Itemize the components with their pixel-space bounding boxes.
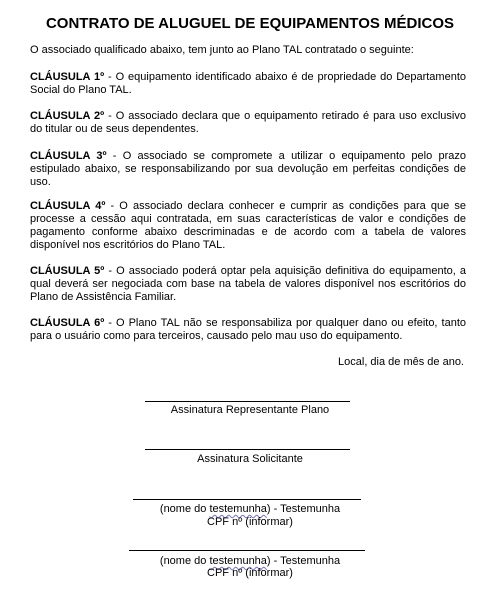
document-title: CONTRATO DE ALUGUEL DE EQUIPAMENTOS MÉDICOS [45, 15, 455, 32]
clause-1 [30, 71, 466, 97]
clause-3-text: - O associado se compromete a utilizar o equipamento pelo prazo estipulado abaixo, se responsabilizando por sua devolução em perfeitas condições de uso. [30, 150, 466, 188]
clause-3-label: CLÁUSULA 3º [30, 150, 107, 162]
witness-2-cpf-label: CPF nº (informar) [207, 567, 293, 579]
representative-signature-label: Assinatura Representante Plano [170, 404, 330, 416]
clause-5 [30, 265, 466, 304]
witness-1-suffix: ) - Testemunha [266, 503, 341, 515]
witness-1-name-label [0, 503, 500, 516]
clause-6-text: - O Plano TAL não se responsabiliza por qualquer dano ou efeito, tanto para o usuário como para terceiros, causado pelo mau uso do equipamento. [30, 317, 466, 342]
place-date: Local, dia de mês de ano. [338, 356, 464, 368]
clause-3 [30, 150, 466, 189]
clause-5-label: CLÁUSULA 5º [30, 265, 105, 277]
clause-4 [30, 200, 466, 252]
clause-4-label: CLÁUSULA 4º [30, 200, 106, 212]
clause-1-text: - O equipamento identificado abaixo é de propriedade do Departamento Social do Plano TAL. [30, 71, 466, 96]
clause-4-text: - O associado declara conhecer e cumprir as condições para que se processe a cessão aqui contratada, em suas características de valor e condições de pagamento conforme abaixo descriminadas e de acordo com a tabela de valores disponível nos escritórios do Plano TAL. [30, 200, 466, 251]
clause-6-label: CLÁUSULA 6º [30, 317, 105, 329]
clause-6 [30, 317, 466, 343]
representative-signature-line [145, 401, 350, 402]
witness-1-cpf-label: CPF nº (informar) [207, 516, 293, 528]
applicant-signature-label: Assinatura Solicitante [197, 453, 303, 465]
clause-2-text: - O associado declara que o equipamento retirado é para uso exclusivo do titular ou de seus dependentes. [30, 110, 466, 135]
witness-2-suffix: ) - Testemunha [266, 555, 341, 567]
witness-2-prefix: (nome do [159, 555, 210, 567]
clause-2 [30, 110, 466, 136]
clause-1-label: CLÁUSULA 1º [30, 71, 105, 83]
clause-5-text: - O associado poderá optar pela aquisição definitiva do equipamento, a qual deverá ser negociada com base na tabela de valores disponível nos escritórios do Plano de Assistência Familiar. [30, 265, 466, 303]
clause-2-label: CLÁUSULA 2º [30, 110, 105, 122]
witness-1-signature-line [133, 499, 361, 500]
applicant-signature-line [145, 449, 350, 450]
intro-paragraph: O associado qualificado abaixo, tem junto ao Plano TAL contratado o seguinte: [30, 44, 414, 56]
witness-1-prefix: (nome do [159, 503, 210, 515]
witness-2-word: testemunha [209, 555, 267, 567]
witness-1-word: testemunha [209, 503, 267, 515]
witness-2-signature-line [129, 550, 365, 551]
